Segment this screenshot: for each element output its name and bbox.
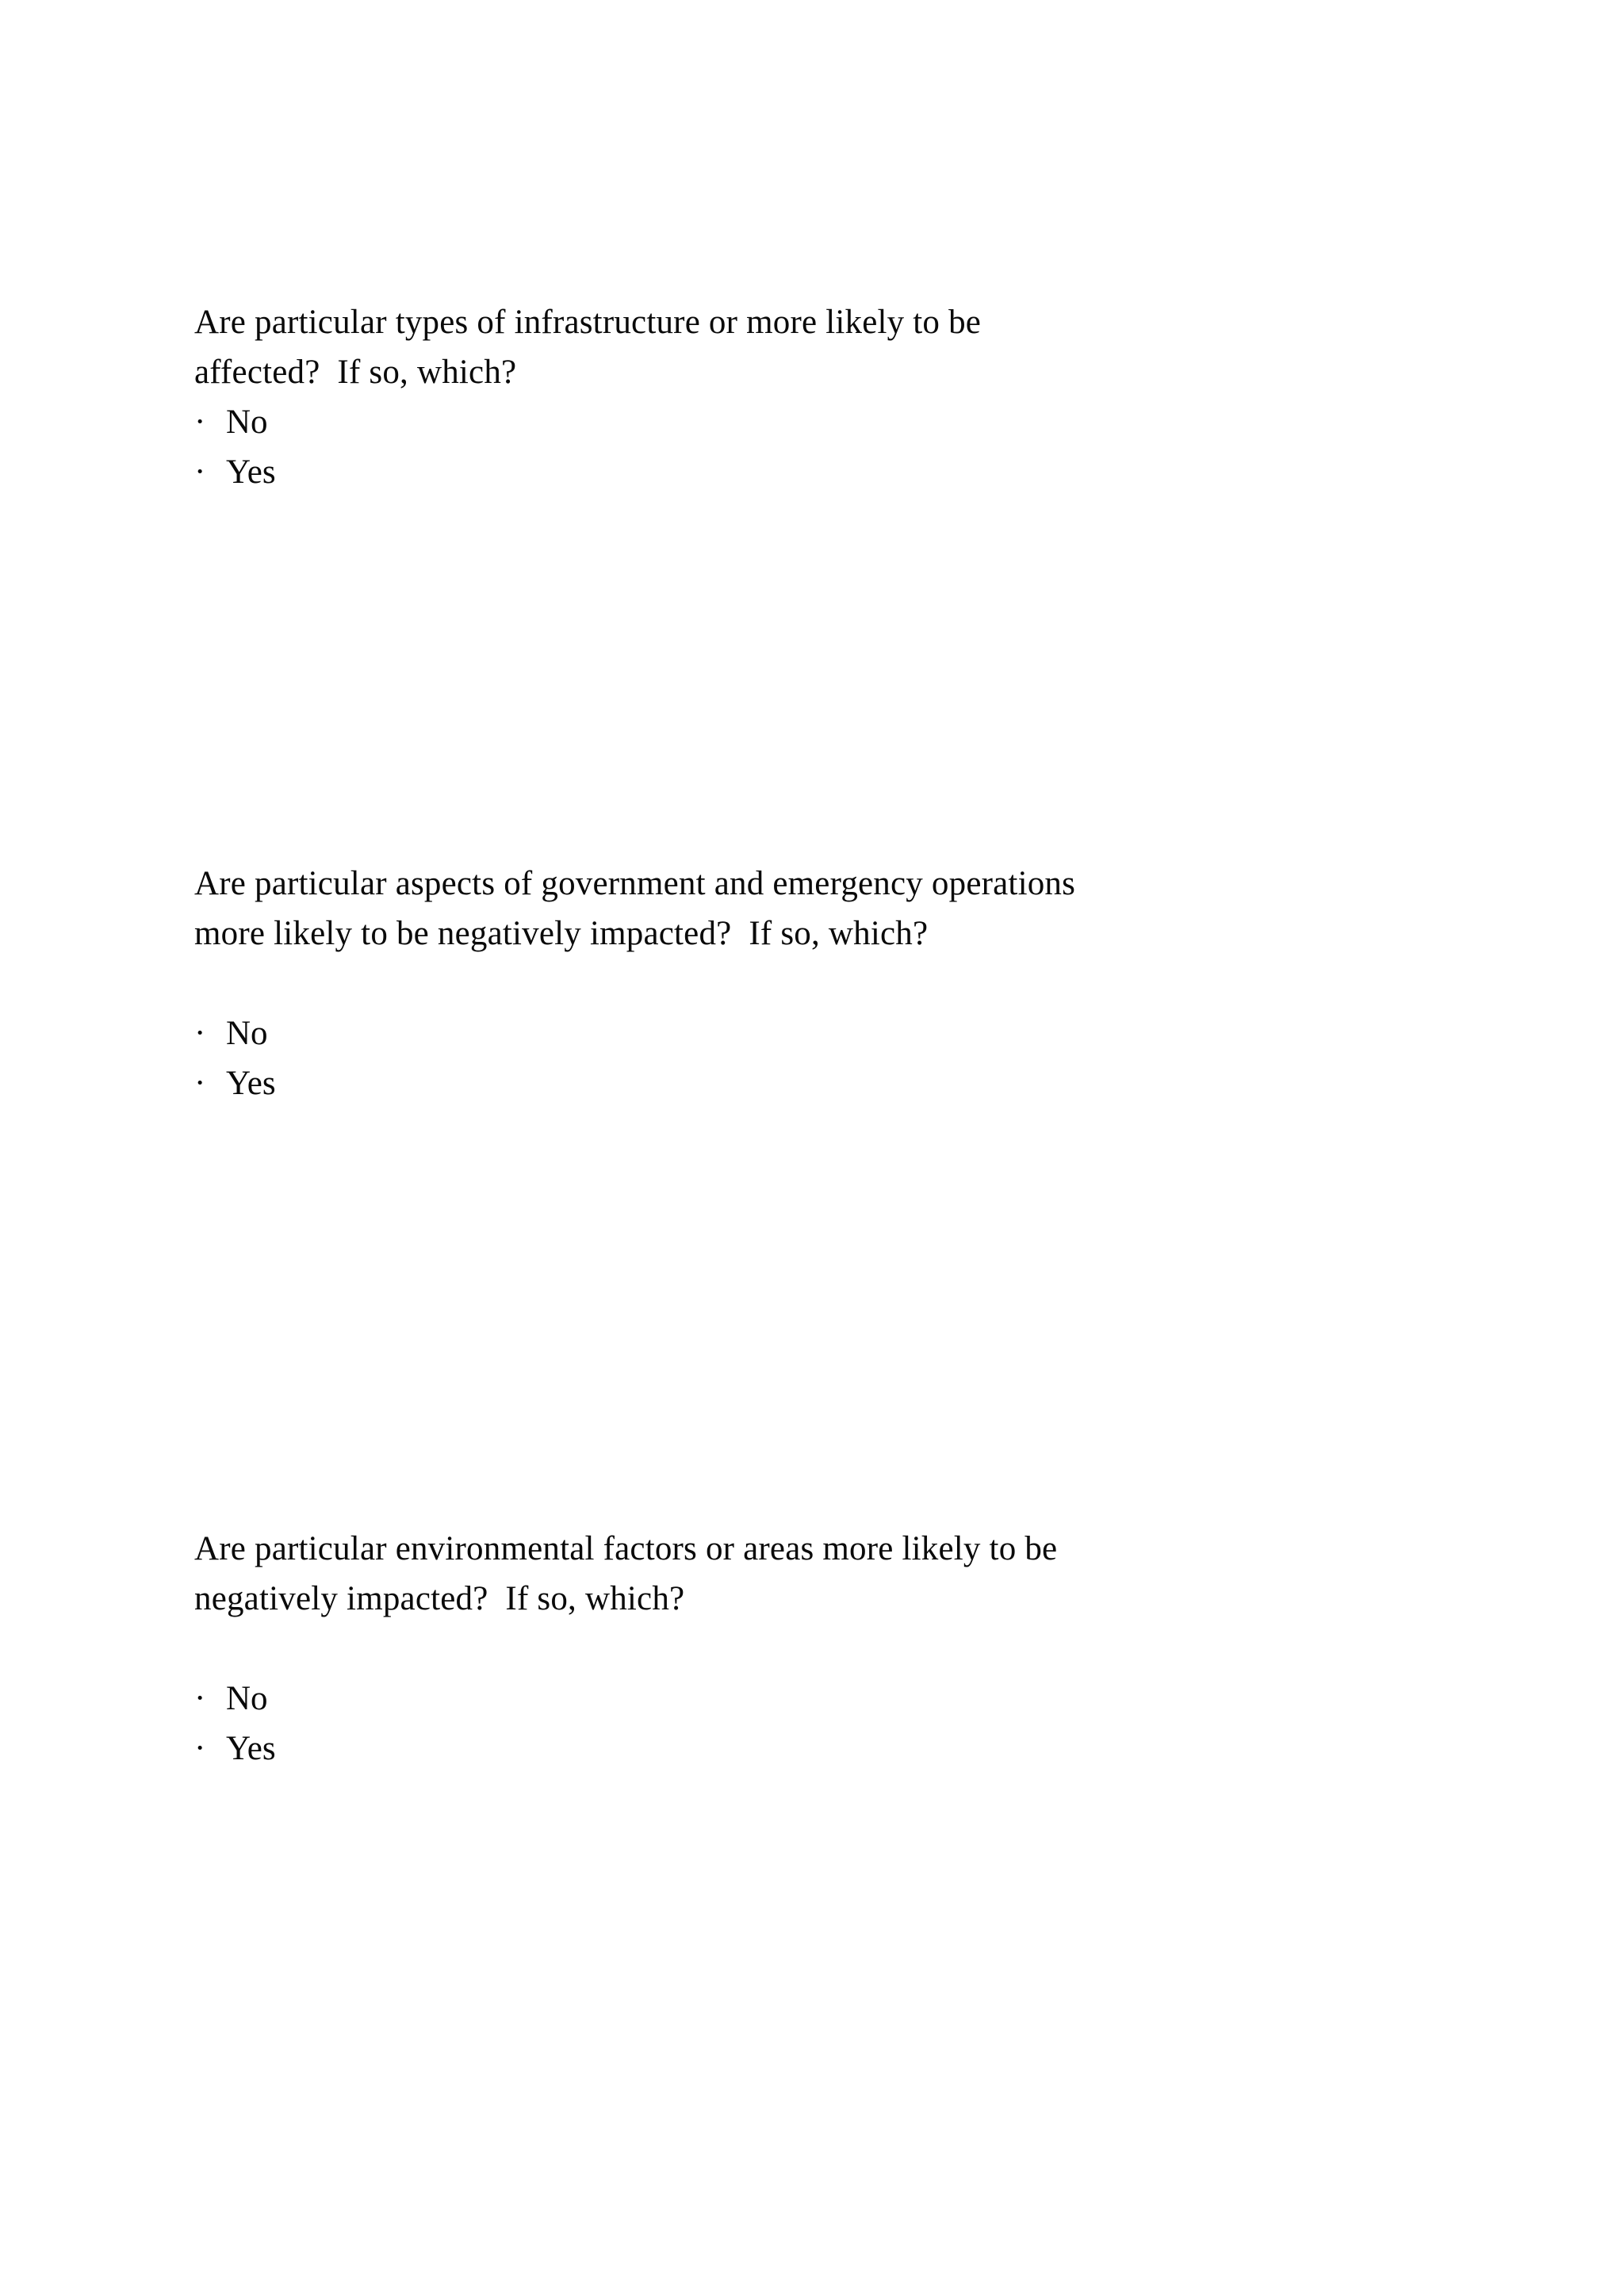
- answer-option-list: [194, 1008, 1419, 1108]
- answer-option-label: Yes: [226, 1065, 276, 1102]
- bullet-icon: ·: [194, 1065, 206, 1102]
- answer-option-yes[interactable]: [194, 447, 1419, 497]
- question-block-environmental-factors: [194, 1524, 1419, 1774]
- answer-option-label: No: [226, 1680, 268, 1717]
- question-text: Are particular types of infrastructure or more likely to be affected? If so, which?: [194, 304, 982, 391]
- question-block-government-emergency-operations: [194, 859, 1419, 1108]
- answer-option-label: Yes: [226, 453, 276, 491]
- bullet-icon: ·: [194, 1730, 206, 1767]
- question-text: Are particular aspects of government and emergency operations more likely to be negatively impacted? If so, which?: [194, 865, 1076, 952]
- bullet-icon: ·: [194, 453, 206, 491]
- answer-option-yes[interactable]: [194, 1058, 1419, 1108]
- answer-option-no[interactable]: [194, 1674, 1419, 1724]
- bullet-icon: ·: [194, 404, 206, 441]
- answer-option-list: [194, 397, 1419, 497]
- answer-option-no[interactable]: [194, 397, 1419, 447]
- question-text: Are particular environmental factors or areas more likely to be negatively impacted? If so, which?: [194, 1530, 1058, 1617]
- answer-option-no[interactable]: [194, 1008, 1419, 1058]
- answer-option-list: [194, 1674, 1419, 1774]
- bullet-icon: ·: [194, 1015, 206, 1052]
- answer-option-yes[interactable]: [194, 1724, 1419, 1774]
- answer-option-label: No: [226, 404, 268, 441]
- answer-option-label: Yes: [226, 1730, 276, 1767]
- bullet-icon: ·: [194, 1680, 206, 1717]
- question-block-infrastructure: [194, 297, 1419, 497]
- answer-option-label: No: [226, 1015, 268, 1052]
